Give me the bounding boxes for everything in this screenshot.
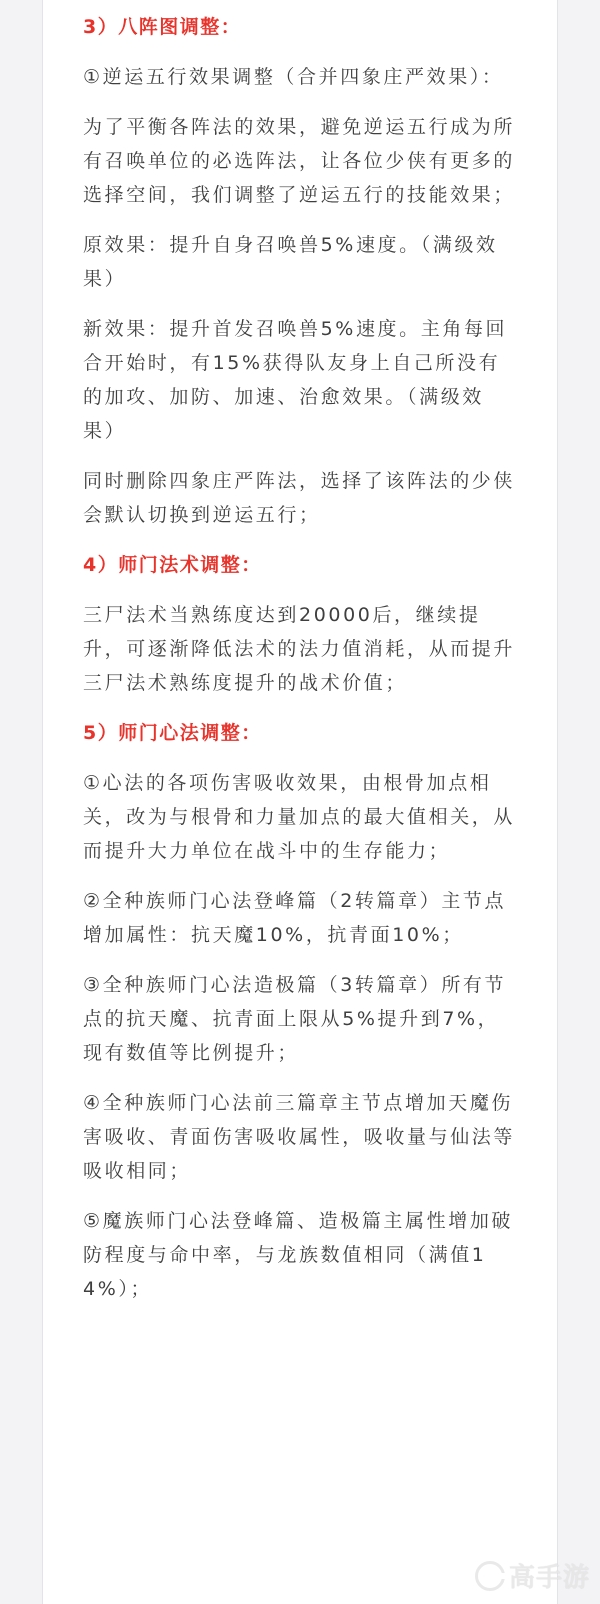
section-heading-5: 5）师门心法调整： <box>83 722 262 744</box>
paragraph: 为了平衡各阵法的效果，避免逆运五行成为所有召唤单位的必选阵法，让各位少侠有更多的选择空间，我们调整了逆运五行的技能效果； <box>83 116 516 206</box>
watermark <box>475 1557 590 1594</box>
section-heading-4: 4）师门法术调整： <box>83 554 262 576</box>
paragraph: 三尸法术当熟练度达到20000后，继续提升，可逐渐降低法术的法力值消耗，从而提升三尸法术熟练度提升的战术价值； <box>83 604 516 694</box>
paragraph: 新效果：提升首发召唤兽5%速度。主角每回合开始时，有15%获得队友身上自己所没有的加攻、加防、加速、治愈效果。（满级效果） <box>83 318 508 442</box>
paragraph: ④全种族师门心法前三篇章主节点增加天魔伤害吸收、青面伤害吸收属性，吸收量与仙法等吸收相同； <box>83 1092 516 1182</box>
paragraph: 同时删除四象庄严阵法，选择了该阵法的少侠会默认切换到逆运五行； <box>83 470 516 526</box>
paragraph: ①心法的各项伤害吸收效果，由根骨加点相关，改为与根骨和力量加点的最大值相关，从而提升大力单位在战斗中的生存能力； <box>83 772 516 862</box>
paragraph: ②全种族师门心法登峰篇（2转篇章）主节点增加属性：抗天魔10%，抗青面10%； <box>83 890 507 946</box>
paragraph: ①逆运五行效果调整（合并四象庄严效果）： <box>83 66 504 88</box>
section-heading-3: 3）八阵图调整： <box>83 16 242 38</box>
g-logo-icon <box>475 1561 505 1591</box>
paragraph: ⑤魔族师门心法登峰篇、造极篇主属性增加破防程度与命中率，与龙族数值相同（满值14%）； <box>83 1210 514 1300</box>
article-card <box>42 0 558 1604</box>
paragraph: ③全种族师门心法造极篇（3转篇章）所有节点的抗天魔、抗青面上限从5%提升到7%，现有数值等比例提升； <box>83 974 507 1064</box>
article-content <box>83 10 515 1322</box>
watermark-text: 高手游 <box>508 1563 590 1593</box>
paragraph: 原效果：提升自身召唤兽5%速度。（满级效果） <box>83 234 498 290</box>
